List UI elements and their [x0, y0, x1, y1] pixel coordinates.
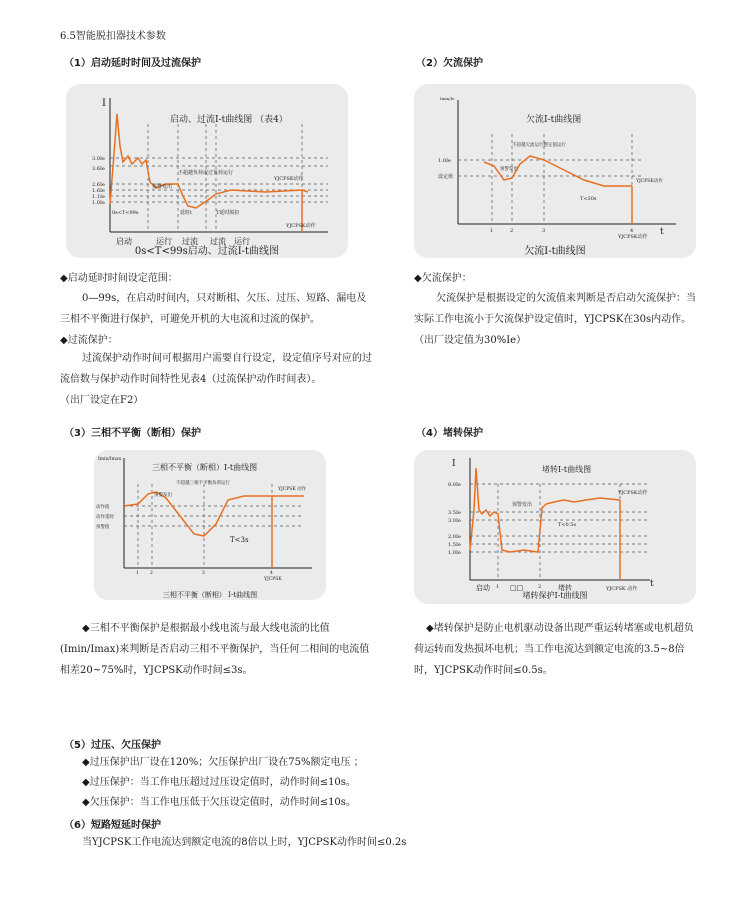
s4-chart [414, 450, 696, 604]
s2-caption: 欠流I-t曲线图 [524, 246, 586, 257]
s3-chart [94, 450, 326, 600]
s1-ytick: 3.0Ie [92, 156, 105, 162]
s5-line1: ◆过压保护出厂设在120%；欠压保护出厂设在75%额定电压 ； [82, 757, 364, 768]
s2-p-label: ◆欠流保护： [414, 273, 472, 284]
s4-phase: □□ [510, 584, 524, 592]
s4-t: T<0.5s [558, 522, 577, 528]
s2-xtick: 2 [510, 228, 514, 234]
s1-curve [110, 114, 308, 208]
s2-p-text: 欠流保护是根据设定的欠流值来判断是否启动欠流保护：当实际工作电流小于欠流保护设定值时，YJCPSK在30s内动作。（出厂设定值为30%Ie） [414, 293, 696, 346]
s3-p-text: ◆三相不平衡保护是根据最小线电流与最大线电流的比值(Imin/Imax)来判断是否启动三相不平衡保护，当任何二相间的电流值相差20~75%时，YJCPSK动作时间≤3s。 [60, 623, 370, 676]
s3-xtick: 4 [270, 571, 273, 576]
s4-x-label: t [650, 579, 654, 589]
s4-phase: 启动 [476, 584, 490, 592]
s1-chart-title: 启动、过流I-t曲线图 （表4） [170, 115, 288, 125]
s3-ytick: 动作值 [96, 505, 110, 510]
s2-no-overload: 不超越欠流运行整定值运行 [512, 143, 566, 148]
s2-xtick: 4 [630, 228, 634, 234]
s4-xtick: 2 [538, 584, 542, 590]
s3-caption: 三相不平衡（断相） I-t曲线图 [162, 591, 258, 599]
s1-heading: （1）启动延时时间及过流保护 [64, 58, 201, 69]
s4-ytick: 1.0Ie [448, 550, 461, 556]
s1-5s: 0s<T<99s [112, 210, 139, 216]
s1-ytick: 3.6Ie [92, 166, 105, 172]
s1-yjcpsk: YJCPSK动作 [274, 176, 304, 182]
s3-ytick: 预警值 [96, 525, 110, 530]
s5-line2: ◆过压保护：当工作电压超过过压设定值时，动作时间≤10s。 [82, 777, 356, 788]
s1-p2-text: 过流保护动作时间可根据用户需要自行设定，设定值序号对应的过流倍数与保护动作时间特性见表4（过流保护动作时间表）。 [60, 353, 372, 385]
s4-caption: 堵转保护I-t曲线图 [522, 591, 588, 600]
s3-curve [124, 492, 304, 536]
s3-xtick: 3 [202, 571, 205, 576]
s4-ytick: 3.0Ie [448, 518, 461, 524]
s3-y-label: Imin/Imax [98, 457, 122, 462]
s3-xtick: 1 [136, 571, 139, 576]
s4-alarm: 预警发出 [512, 502, 533, 508]
s4-gridlines [470, 484, 650, 580]
s3-x-ticks [136, 570, 273, 576]
s4-chart-title: 堵转I-t曲线图 [542, 465, 592, 474]
s1-phase: 过流 [210, 237, 226, 246]
s2-heading: （2）欠流保护 [416, 58, 483, 69]
s4-yjcpsk: YJCPSK动作 [618, 490, 648, 496]
s1-p1-label: ◆启动延时时间设定范围： [60, 273, 178, 284]
s6-heading: （6）短路短延时保护 [64, 820, 161, 831]
s1-ytick: 1.0Ie [92, 200, 105, 206]
s4-x-action: YJCPSK 动作 [606, 586, 638, 592]
s1-y-label: I [102, 98, 106, 109]
s1-chart-panel [66, 84, 348, 258]
s2-yjcpsk: YJCPSK动作 [636, 179, 663, 184]
s5-line3: ◆欠压保护：当工作电压低于欠压设定值时，动作时间≤10s。 [82, 797, 356, 808]
s2-y-label: Imin/Ie [440, 96, 455, 101]
s2-chart-panel [414, 84, 696, 258]
s1-phase: 运行 [234, 237, 250, 246]
s1-action-axis: YJCPSK动作 [286, 223, 316, 229]
s2-x-ticks [490, 228, 633, 234]
s2-xtick: 1 [490, 228, 494, 234]
s2-x-action: YJCPSK动作 [618, 234, 648, 240]
s4-ytick: 2.0Ie [448, 534, 461, 540]
s3-chart-panel [94, 450, 326, 600]
s4-phase: 堵转 [558, 584, 572, 592]
s1-caption: 0s<T<99s启动、过流I-t曲线图 [134, 246, 280, 257]
s1-p1-text: 0—99s，在启动时间内，只对断相、欠压、过压、短路、漏电及三相不平衡进行保护，可避免开机的大电流和过流的保护。 [60, 293, 367, 325]
s3-yjcpsk: YJCPSK 动作 [278, 487, 307, 492]
s1-ytick: 1.6Ie [92, 188, 105, 194]
s3-no-overload: 不超越三相不平衡负荷运行 [176, 481, 230, 486]
s4-y-label: I [452, 459, 456, 469]
s4-heading: （4）堵转保护 [416, 428, 483, 439]
s1-ytick: 2.6Ie [92, 182, 105, 188]
s4-ytick: 3.5Ie [448, 510, 461, 516]
section-title: 6.5智能脱扣器技术参数 [60, 31, 166, 42]
s1-no-overload: 不超越负荷或过负荷运行 [178, 170, 234, 176]
s1-p2-note: （出厂设定在F2） [60, 395, 144, 406]
s3-alarm: 预警发出 [154, 493, 172, 498]
s1-y-ticks [92, 156, 105, 206]
s3-x-action: YJCPSK [264, 577, 282, 582]
s4-ytick: 8.0Ie [448, 482, 461, 488]
s1-phase: 启动 [116, 237, 132, 246]
s1-alarm: 预警发出 [152, 184, 173, 190]
s4-chart-panel [414, 450, 696, 604]
s1-ytick: 1.1Ie [92, 194, 105, 200]
s2-chart-title: 欠流I-t曲线图 [526, 115, 582, 125]
s5-heading: （5）过压、欠压保护 [64, 740, 161, 751]
s1-delay: 延时t [180, 210, 193, 216]
s3-y-ticks [96, 503, 114, 530]
s4-p-text: ◆堵转保护是防止电机驱动设备出现严重运转堵塞或电机超负荷运转而发热损坏电机；当工作电流达到额定电流的3.5~8倍时，YJCPSK动作时间≤0.5s。 [414, 623, 694, 676]
s1-tdelay: T延时脱扣 [216, 210, 240, 216]
s4-ytick: 1.5Ie [448, 542, 461, 548]
s1-p2-label: ◆过流保护： [60, 335, 118, 346]
s4-xtick: 1 [496, 584, 500, 590]
s2-xtick: 3 [542, 228, 546, 234]
s2-x-label: t [660, 227, 664, 237]
s2-ytick: 设定值 [438, 174, 454, 180]
s2-chart [414, 84, 696, 258]
s3-heading: （3）三相不平衡（断相）保护 [64, 428, 201, 439]
s3-chart-title: 三相不平衡（断相）I-t曲线图 [152, 463, 258, 472]
s4-curve [470, 468, 620, 552]
s6-line1: 当YJCPSK工作电流达到额定电流的8倍以上时，YJCPSK动作时间≤0.2s [82, 837, 407, 848]
s2-t: T<30s [580, 196, 597, 202]
s2-alarm: 预警发出 [500, 167, 518, 172]
s3-xtick: 2 [150, 571, 153, 576]
s3-t: T<3s [230, 536, 249, 544]
s4-y-ticks [448, 482, 461, 556]
s1-phase: 过流 [182, 237, 198, 246]
s1-chart [66, 84, 348, 258]
s2-ytick: 1.0Ie [438, 158, 451, 164]
s3-ytick: 动作延时 [96, 515, 114, 520]
s1-phase: 运行 [156, 237, 172, 246]
